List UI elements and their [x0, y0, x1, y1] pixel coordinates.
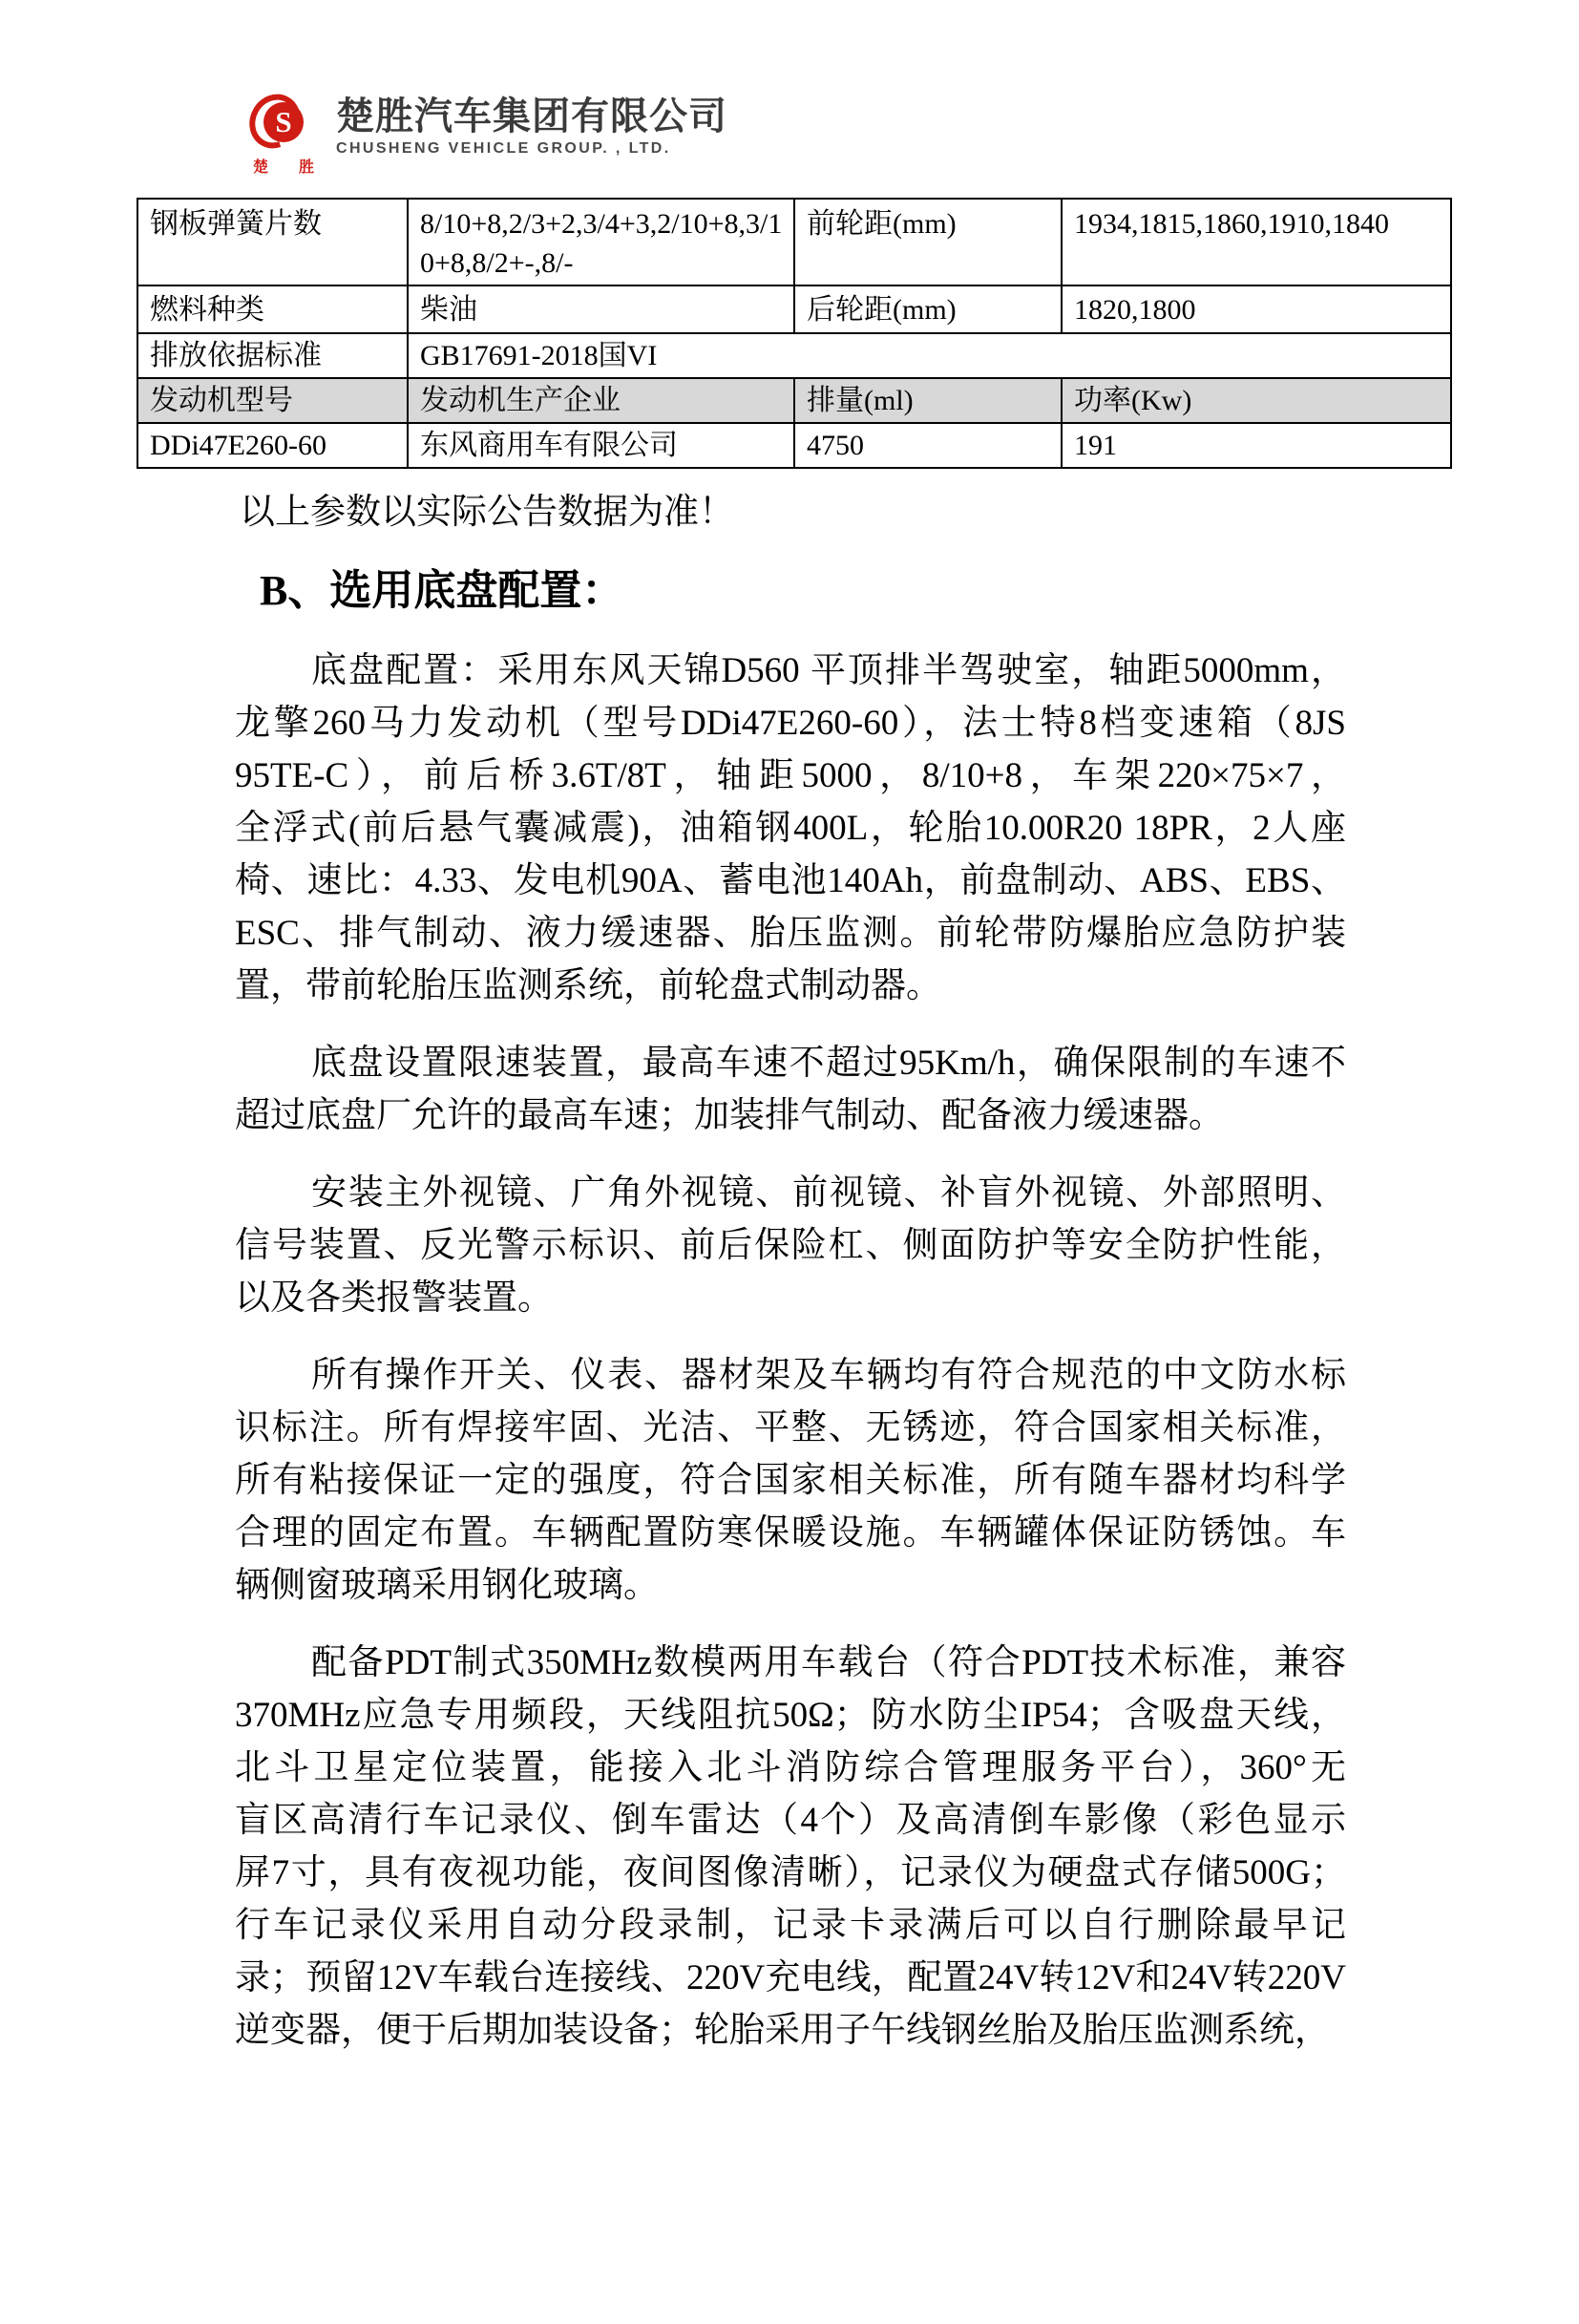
body-line: 全浮式(前后悬气囊减震)，油箱钢400L，轮胎10.00R20 18PR，2人座	[235, 809, 1346, 848]
body-line: 合理的固定布置。车辆配置防寒保暖设施。车辆罐体保证防锈蚀。车	[235, 1513, 1346, 1553]
section-heading: B、选用底盘配置：	[260, 567, 624, 614]
specs-table	[137, 198, 1452, 469]
body-line: 370MHz应急专用频段，天线阻抗50Ω；防水防尘IP54；含吸盘天线，	[235, 1696, 1346, 1735]
table-row	[137, 285, 1451, 333]
paragraph	[235, 1167, 1346, 1324]
body-line: 配备PDT制式350MHz数模两用车载台（符合PDT技术标准，兼容	[311, 1643, 1346, 1682]
body-line: 底盘设置限速装置，最高车速不超过95Km/h，确保限制的车速不	[311, 1044, 1346, 1083]
body-line: 盲区高清行车记录仪、倒车雷达（4个）及高清倒车影像（彩色显示	[235, 1801, 1346, 1840]
body-line: 北斗卫星定位装置，能接入北斗消防综合管理服务平台），360°无	[235, 1748, 1346, 1787]
company-text	[336, 91, 727, 158]
body-line: 逆变器，便于后期加装设备；轮胎采用子午线钢丝胎及胎压监测系统，	[235, 2011, 1330, 2050]
body-line: 超过底盘厂允许的最高车速；加装排气制动、配备液力缓速器。	[235, 1096, 1224, 1135]
paragraph	[235, 644, 1346, 1012]
page	[0, 91, 1579, 2324]
table-cell-label: 前轮距(mm)	[794, 199, 1062, 285]
body-text	[235, 644, 1346, 2057]
table-cell-label: 燃料种类	[137, 285, 408, 333]
company-name-cn: 楚胜汽车集团有限公司	[336, 95, 727, 137]
table-header-row	[137, 378, 1451, 423]
body-line: 信号装置、反光警示标识、前后保险杠、侧面防护等安全防护性能，	[235, 1226, 1346, 1265]
table-cell-value: 191	[1062, 423, 1451, 468]
table-row	[137, 199, 1451, 285]
table-cell-value: 4750	[794, 423, 1062, 468]
table-cell-label: 排放依据标准	[137, 333, 408, 378]
logo-emblem-icon	[250, 91, 328, 182]
body-line: 95TE-C），前后桥3.6T/8T，轴距5000，8/10+8，车架220×75×7，	[235, 756, 1346, 795]
table-row	[137, 333, 1451, 378]
paragraph	[235, 1637, 1346, 2057]
table-cell-value: 8/10+8,2/3+2,3/4+3,2/10+8,3/10+8,8/2+-,8/-	[408, 199, 794, 285]
table-header-cell: 功率(Kw)	[1062, 378, 1451, 423]
body-line: 以及各类报警装置。	[235, 1278, 553, 1318]
table-header-cell: 排量(ml)	[794, 378, 1062, 423]
paragraph	[235, 1349, 1346, 1612]
body-line: 所有操作开关、仪表、器材架及车辆均有符合规范的中文防水标	[311, 1356, 1346, 1395]
table-header-cell: 发动机型号	[137, 378, 408, 423]
table-cell-value: 1820,1800	[1062, 285, 1451, 333]
note-text: 以上参数以实际公告数据为准！	[240, 493, 734, 532]
body-line: 所有粘接保证一定的强度，符合国家相关标准，所有随车器材均科学	[235, 1461, 1346, 1500]
body-line: 椅、速比：4.33、发电机90A、蓄电池140Ah，前盘制动、ABS、EBS、	[235, 861, 1346, 900]
company-name-en: CHUSHENG VEHICLE GROUP. , LTD.	[336, 140, 671, 157]
body-line: 安装主外视镜、广角外视镜、前视镜、补盲外视镜、外部照明、	[311, 1173, 1346, 1213]
table-cell-value: DDi47E260-60	[137, 423, 408, 468]
table-cell-value: 柴油	[408, 285, 794, 333]
table-cell-value: 1934,1815,1860,1910,1840	[1062, 199, 1451, 285]
table-cell-value: GB17691-2018国VI	[408, 333, 1451, 378]
table-cell-label: 后轮距(mm)	[794, 285, 1062, 333]
body-line: 底盘配置：采用东风天锦D560 平顶排半驾驶室，轴距5000mm，	[311, 651, 1346, 690]
logo-monogram: S	[263, 102, 304, 142]
paragraph	[235, 1037, 1346, 1142]
body-line: 录；预留12V车载台连接线、220V充电线，配置24V转12V和24V转220V	[235, 1958, 1346, 1997]
table-header-cell: 发动机生产企业	[408, 378, 794, 423]
logo-caption: 楚 胜	[253, 159, 328, 176]
table-row	[137, 423, 1451, 468]
body-line: ESC、排气制动、液力缓速器、胎压监测。前轮带防爆胎应急防护装	[235, 914, 1346, 953]
body-line: 龙擎260马力发动机（型号DDi47E260-60），法士特8档变速箱（8JS	[235, 704, 1346, 743]
table-cell-value: 东风商用车有限公司	[408, 423, 794, 468]
body-line: 屏7寸，具有夜视功能，夜间图像清晰），记录仪为硬盘式存储500G；	[235, 1853, 1346, 1892]
company-logo	[250, 91, 1579, 188]
body-line: 置，带前轮胎压监测系统，前轮盘式制动器。	[235, 966, 941, 1005]
body-line: 行车记录仪采用自动分段录制，记录卡录满后可以自行删除最早记	[235, 1906, 1346, 1945]
table-cell-label: 钢板弹簧片数	[137, 199, 408, 285]
body-line: 辆侧窗玻璃采用钢化玻璃。	[235, 1566, 659, 1605]
body-line: 识标注。所有焊接牢固、光洁、平整、无锈迹，符合国家相关标准，	[235, 1408, 1346, 1447]
